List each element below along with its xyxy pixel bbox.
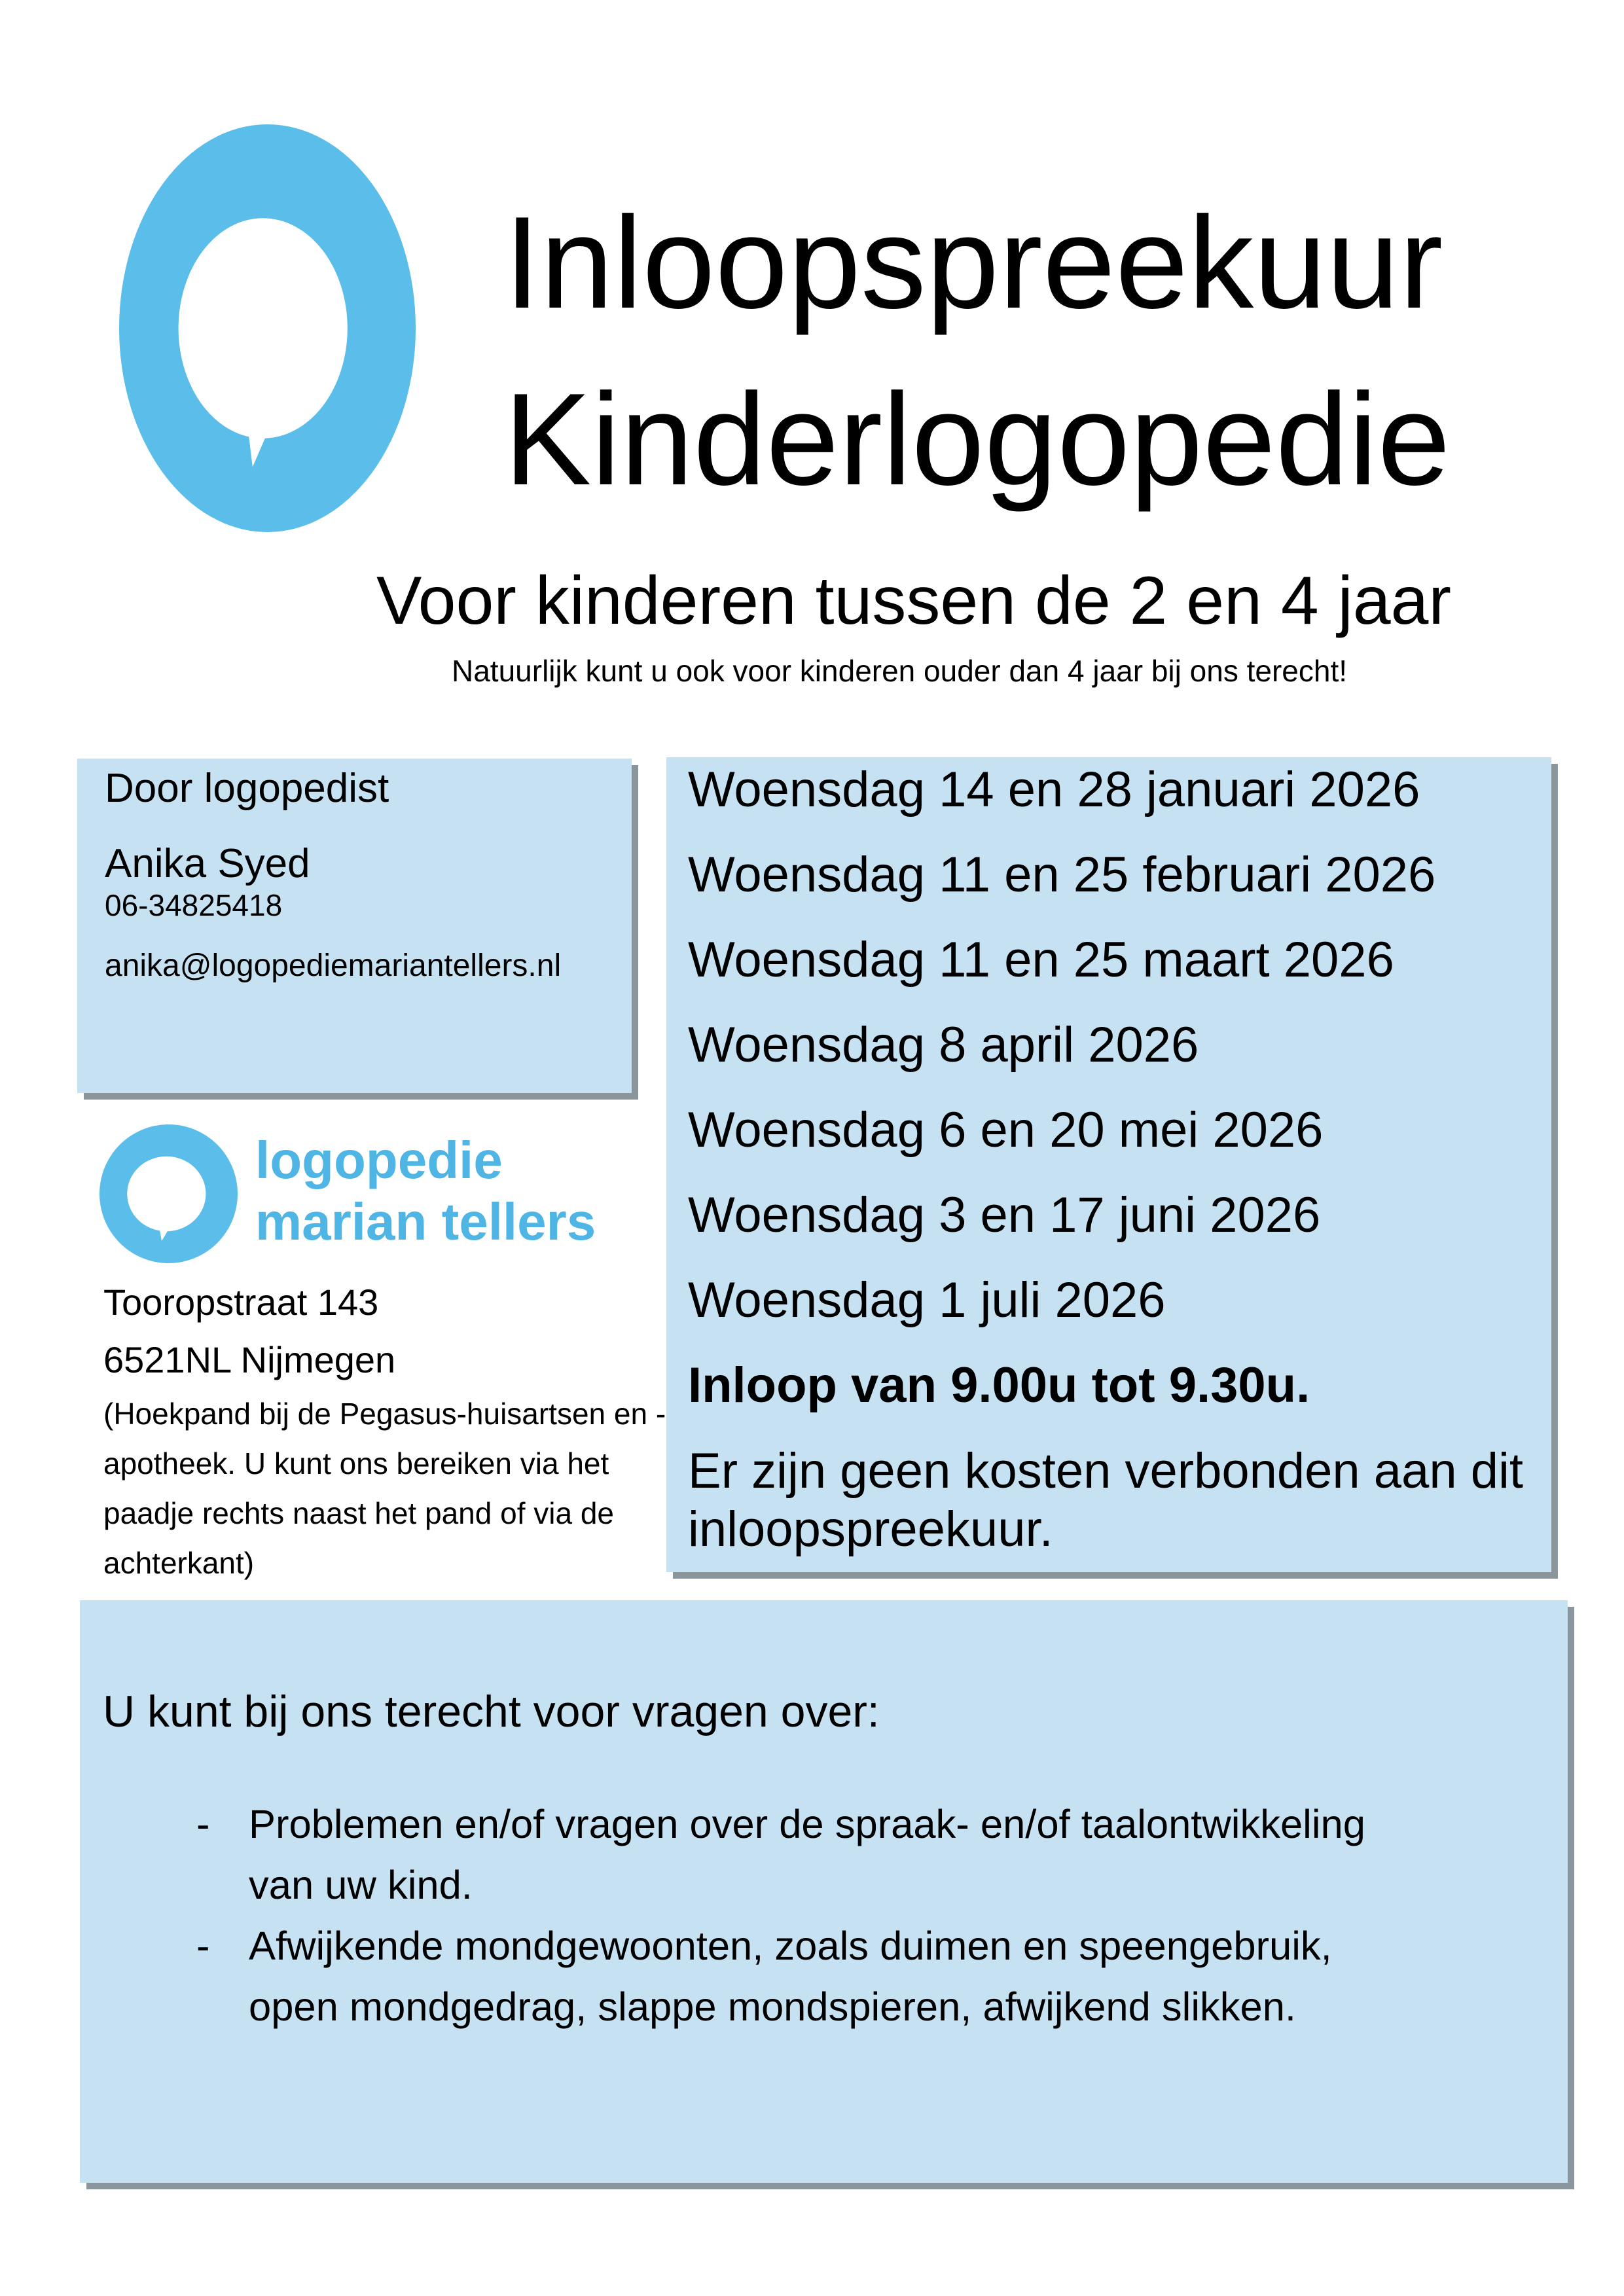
schedule-date: Woensdag 11 en 25 februari 2026 <box>688 847 1436 903</box>
header-note: Natuurlijk kunt u ook voor kinderen ouder dan 4 jaar bij ons terecht! <box>452 654 1348 688</box>
address-note-line: paadje rechts naast het pand of via de <box>103 1496 615 1530</box>
info-bullet-list <box>196 1794 1473 2037</box>
contact-email: anika@logopediemariantellers.nl <box>105 948 562 983</box>
info-bullet-item <box>196 1916 1473 2037</box>
practice-logotype-line1: logopedie <box>255 1131 503 1189</box>
speech-bubble-icon <box>99 1124 238 1263</box>
schedule-date: Woensdag 8 april 2026 <box>688 1017 1199 1073</box>
schedule-time-note: Inloop van 9.00u tot 9.30u. <box>688 1357 1310 1413</box>
page-subtitle: Voor kinderen tussen de 2 en 4 jaar <box>376 563 1452 639</box>
practice-address <box>103 1274 395 1389</box>
page-title-line2: Kinderlogopedie <box>504 367 1451 512</box>
address-note-line: apotheek. U kunt ons bereiken via het <box>103 1446 609 1480</box>
practice-logotype-line2: marian tellers <box>255 1193 596 1251</box>
bullet-text: Afwijkende mondgewoonten, zoals duimen en speengebruik, open mondgedrag, slappe mondspieren, afwijkend slikken. <box>249 1924 1332 2030</box>
info-bullet-item <box>196 1794 1473 1916</box>
contact-name: Anika Syed <box>105 841 310 886</box>
address-note-line: achterkant) <box>103 1546 255 1580</box>
schedule-date: Woensdag 11 en 25 maart 2026 <box>688 932 1394 988</box>
bullet-dash: - <box>196 1802 210 1847</box>
schedule-date: Woensdag 6 en 20 mei 2026 <box>688 1102 1324 1158</box>
schedule-cost-note: Er zijn geen kosten verbonden aan dit inloopspreekuur. <box>688 1443 1523 1557</box>
schedule-date: Woensdag 14 en 28 januari 2026 <box>688 762 1420 817</box>
address-city: 6521NL Nijmegen <box>103 1339 396 1380</box>
address-note <box>103 1389 666 1588</box>
speech-bubble-logo-large <box>119 124 416 532</box>
schedule-date-list <box>688 757 1539 1333</box>
schedule-date: Woensdag 3 en 17 juni 2026 <box>688 1187 1321 1243</box>
bullet-text: Problemen en/of vragen over de spraak- en/of taalontwikkeling van uw kind. <box>249 1802 1365 1908</box>
contact-phone: 06-34825418 <box>105 888 283 922</box>
bullet-dash: - <box>196 1924 210 1969</box>
info-heading: U kunt bij ons terecht voor vragen over: <box>103 1687 880 1736</box>
speech-bubble-icon <box>119 124 416 532</box>
speech-bubble-logo-small <box>99 1124 238 1263</box>
address-street: Tooropstraat 143 <box>103 1282 379 1323</box>
address-note-line: (Hoekpand bij de Pegasus-huisartsen en - <box>103 1397 666 1431</box>
schedule-content <box>688 757 1539 1558</box>
schedule-box <box>666 757 1551 1572</box>
practice-logotype <box>255 1130 596 1253</box>
schedule-date: Woensdag 1 juli 2026 <box>688 1272 1166 1328</box>
page-title-line1: Inloopspreekuur <box>504 190 1443 336</box>
contact-intro: Door logopedist <box>105 766 389 811</box>
